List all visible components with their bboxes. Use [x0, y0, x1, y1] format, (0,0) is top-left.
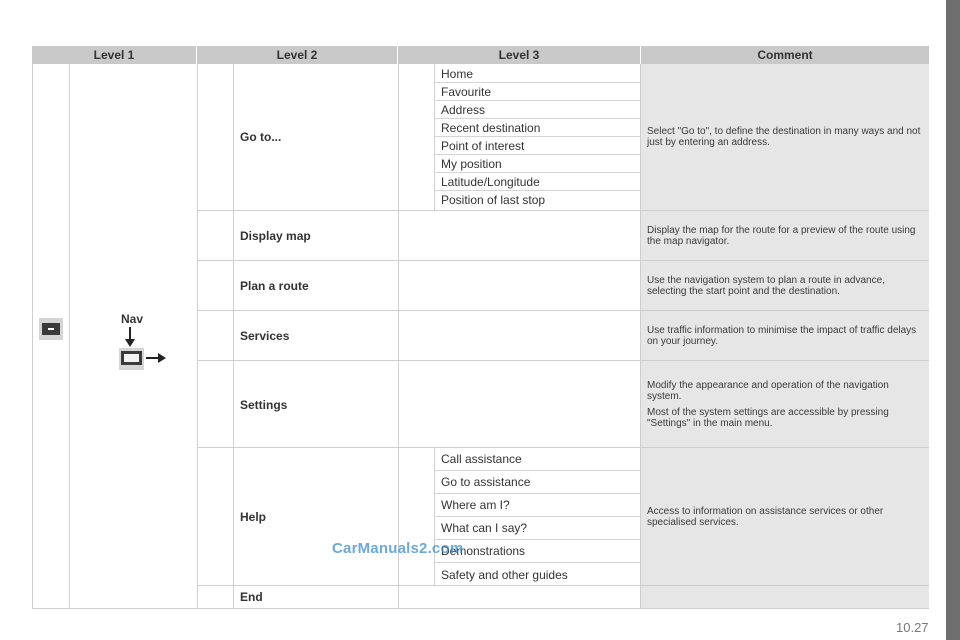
- table-border-left: [32, 64, 33, 608]
- level3-item: Address: [434, 101, 640, 119]
- level2-plan-a-route: Plan a route: [240, 279, 309, 293]
- level3-item: What can I say?: [434, 517, 640, 540]
- level3-item: Point of interest: [434, 137, 640, 155]
- comment-text: Use traffic information to minimise the impact of traffic delays on your journey.: [647, 324, 917, 347]
- header-level-2: Level 2: [197, 46, 398, 64]
- level3-item: Home: [434, 65, 640, 83]
- header-level-1: Level 1: [32, 46, 197, 64]
- level3-item: Latitude/Longitude: [434, 173, 640, 191]
- table-divider: [197, 64, 198, 608]
- arrow-right-icon: [146, 352, 166, 364]
- comment-text: Modify the appearance and operation of the navigation system.: [647, 379, 889, 402]
- comment-cell: [641, 211, 929, 260]
- comment-cell: [641, 448, 929, 585]
- watermark-text: CarManuals2.com: [332, 540, 464, 557]
- level3-item: Demonstrations: [434, 540, 640, 563]
- comment-cell: [641, 261, 929, 310]
- nav-square-icon: [39, 318, 63, 340]
- page-side-strip: [946, 0, 960, 640]
- level3-item: Position of last stop: [441, 193, 546, 207]
- level2-go-to: Go to...: [240, 130, 282, 144]
- header-comment: Comment: [641, 46, 929, 64]
- level3-item: Go to assistance: [434, 471, 640, 494]
- level3-item: Safety and other guides: [441, 567, 568, 582]
- comment-cell: [641, 586, 929, 608]
- comment-text: Display the map for the route for a preview of the route using the map navigator.: [647, 224, 916, 247]
- level3-item: Call assistance: [434, 448, 640, 471]
- level2-help: Help: [240, 510, 267, 524]
- nav-button-icon: [119, 348, 144, 370]
- table-divider: [69, 64, 70, 608]
- comment-text: Access to information on assistance services or other specialised services.: [647, 505, 884, 528]
- page-number: 10.27: [896, 620, 929, 635]
- level3-item: Favourite: [434, 83, 640, 101]
- table-divider: [233, 64, 234, 608]
- level3-item: My position: [434, 155, 640, 173]
- comment-text: Use the navigation system to plan a route in advance, selecting the start point and the destination.: [647, 274, 885, 297]
- level2-end: End: [240, 590, 263, 604]
- level1-nav-label: Nav: [121, 312, 144, 326]
- comment-cell: [641, 311, 929, 360]
- arrow-down-icon: [123, 327, 137, 347]
- comment-cell: [641, 361, 929, 447]
- table-border-bottom: [32, 608, 929, 609]
- level2-settings: Settings: [240, 398, 288, 412]
- comment-cell: [641, 64, 929, 210]
- level3-item: Where am I?: [434, 494, 640, 517]
- table-divider: [398, 64, 399, 608]
- comment-text: Most of the system settings are accessible by pressing "Settings" in the main menu.: [647, 406, 889, 429]
- level3-item: Recent destination: [434, 119, 640, 137]
- comment-text: Select "Go to", to define the destination in many ways and not just by entering an address.: [647, 126, 921, 148]
- level2-display-map: Display map: [240, 229, 311, 243]
- level2-services: Services: [240, 329, 290, 343]
- header-level-3: Level 3: [398, 46, 641, 64]
